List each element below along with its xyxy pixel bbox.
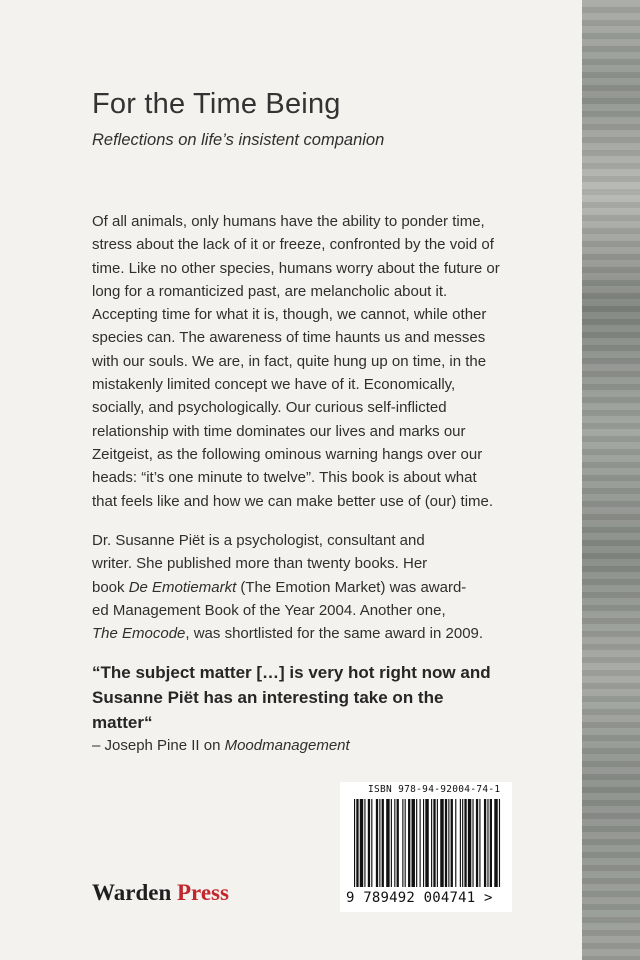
barcode-bar [476, 799, 478, 887]
barcode-bar [368, 799, 370, 887]
barcode-bar [354, 799, 355, 887]
author-bio-line [92, 576, 502, 599]
isbn-barcode [340, 782, 512, 912]
barcode-bar [420, 799, 421, 887]
author-bio-text: book [92, 578, 129, 596]
author-bio-text: (The Emotion Market) was award- [236, 578, 467, 596]
barcode-bar [490, 799, 492, 887]
barcode-bar [437, 799, 438, 887]
barcode-bar [391, 799, 392, 887]
barcode-bars [354, 799, 504, 889]
barcode-bar [405, 799, 406, 887]
book-title-reference: De Emotiemarkt [128, 578, 237, 596]
book-subtitle: Reflections on life’s insistent companion [92, 131, 385, 149]
barcode-bar [487, 799, 488, 887]
barcode-bar [382, 799, 384, 887]
isbn-label: ISBN 978-94-92004-74-1 [368, 784, 501, 795]
spine-strip [582, 0, 640, 960]
barcode-bar [402, 799, 403, 887]
barcode-bar [499, 799, 500, 887]
barcode-bar [412, 799, 415, 887]
barcode-bar [394, 799, 395, 887]
publisher-name-part2: Press [176, 880, 229, 905]
barcode-bar [431, 799, 432, 887]
barcode-bar [460, 799, 461, 887]
barcode-bar [364, 799, 365, 887]
book-title: For the Time Being [92, 88, 341, 120]
barcode-bar [440, 799, 443, 887]
quote-attribution [92, 737, 350, 754]
barcode-bar [425, 799, 428, 887]
book-title-reference: The Emocode [92, 625, 186, 643]
author-bio-line: Dr. Susanne Piët is a psychologist, consultant and [92, 532, 425, 549]
barcode-bar [423, 799, 424, 887]
barcode-bar [479, 799, 480, 887]
barcode-bar [360, 799, 363, 887]
barcode-bar [464, 799, 466, 887]
author-bio-line: ed Management Book of the Year 2004. Another one, [92, 601, 446, 619]
barcode-bar [376, 799, 378, 887]
barcode-bar [416, 799, 417, 887]
barcode-bar [455, 799, 456, 887]
barcode-bar [408, 799, 410, 887]
author-bio-line [92, 622, 502, 645]
barcode-bar [468, 799, 471, 887]
endorsement-quote: “The subject matter […] is very hot right now and Susanne Piët has an interesting take on the matter“ [92, 663, 491, 732]
attribution-text: – Joseph Pine II on [92, 737, 225, 754]
barcode-bar [356, 799, 358, 887]
barcode-bar [371, 799, 372, 887]
barcode-bar [379, 799, 380, 887]
author-bio [92, 529, 502, 645]
barcode-bar [451, 799, 453, 887]
barcode-bar [484, 799, 486, 887]
attribution-work: Moodmanagement [224, 737, 350, 754]
barcode-bar [433, 799, 435, 887]
barcode-bar [448, 799, 449, 887]
barcode-bar [462, 799, 463, 887]
author-bio-text: , was shortlisted for the same award in 2009. [185, 625, 484, 643]
barcode-bar [494, 799, 497, 887]
barcode-bar [386, 799, 389, 887]
publisher-logo [92, 880, 229, 906]
book-blurb: Of all animals, only humans have the ability to ponder time, stress about the lack of it or freeze, confronted by the void of time. Like no other species, humans worry about the future or long for a romanticized past, are melancholic about it. Accepting time for what it is, though, we cannot, while other species can. The awareness of time haunts us and messes with our souls. We are, in fact, quite hung up on time, in the mistakenly limited concept we have of it. Economically, socially, and psychologically. Our curious self-inflicted relationship with time dominates our lives and marks our Zeitgeist, as the following ominous warning hangs over our heads: “it’s one minute to twelve”. This book is about what that feels like and how we can make better use of (our) time. [92, 213, 500, 510]
barcode-bar [445, 799, 447, 887]
barcode-bar [472, 799, 473, 887]
author-bio-line: writer. She published more than twenty books. Her [92, 555, 428, 573]
publisher-name-part1: Warden [92, 880, 172, 905]
barcode-bar [397, 799, 399, 887]
barcode-digits: 9 789492 004741 > [346, 890, 493, 906]
